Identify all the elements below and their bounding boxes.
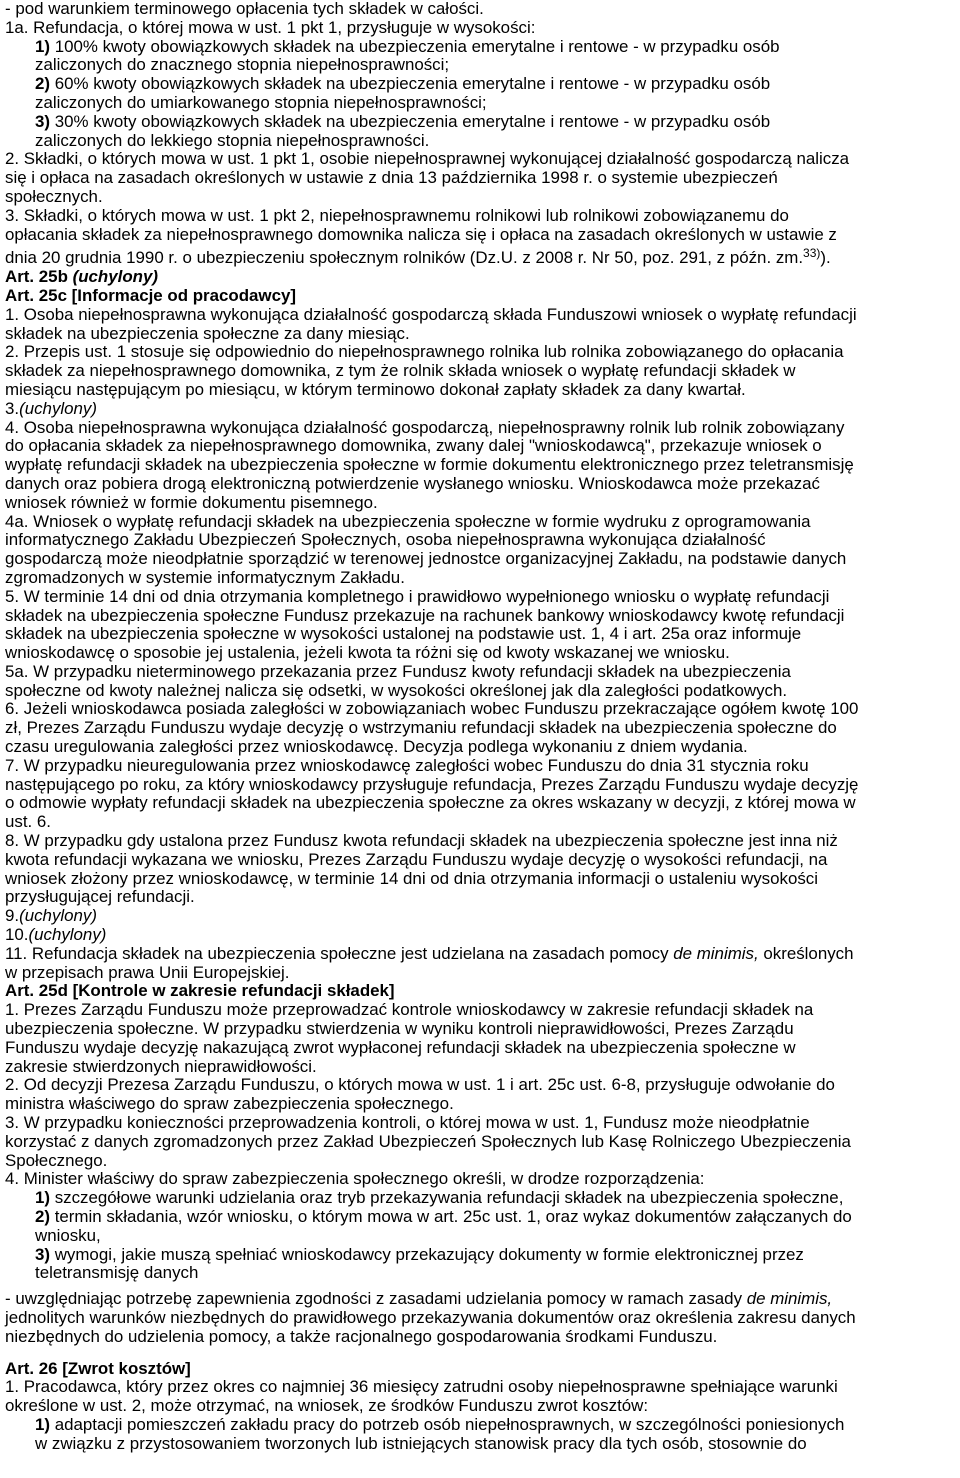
text-line [5, 1227, 957, 1246]
text-line [5, 132, 957, 151]
text-run: Art. 25b [5, 267, 73, 287]
text-line [5, 419, 957, 438]
text-run: wnioskodawcę o sposobie jej ustalenia, jeżeli kwota ta różni się od kwoty wskazanej we wniosku. [5, 643, 730, 663]
text-run: ). [820, 248, 831, 268]
text-run: Art. 25c [Informacje od pracodawcy] [5, 285, 296, 305]
text-line [5, 1264, 957, 1283]
text-line [5, 588, 957, 607]
text-run: 2. Od decyzji Prezesa Zarządu Funduszu, o których mowa w ust. 1 i art. 25c ust. 6-8, przysługuje odwołanie do [5, 1075, 835, 1095]
text-run: 2) [35, 1207, 51, 1226]
text-run: (uchylony) [19, 906, 98, 926]
text-run: adaptacji pomieszczeń zakładu pracy do potrzeb osób niepełnosprawnych, w szczególności poniesionych [50, 1414, 845, 1434]
text-line [5, 268, 957, 287]
text-run: niezbędnych do udzielenia pomocy, a także racjonalnego gospodarowania środkami Funduszu. [5, 1326, 718, 1346]
text-run: 1) [35, 1414, 51, 1434]
text-run: 3) [35, 111, 51, 131]
text-line [5, 964, 957, 983]
text-run: 3. W przypadku konieczności przeprowadzenia kontroli, o której mowa w ust. 1, Fundusz może nieodpłatnie [5, 1113, 810, 1133]
text-line [5, 94, 957, 113]
text-line [5, 813, 957, 832]
text-line [5, 719, 957, 738]
text-run: teletransmisję danych [35, 1263, 199, 1283]
text-line [5, 1076, 957, 1095]
text-line [5, 1360, 957, 1379]
text-run: określonych [758, 943, 854, 963]
text-line [5, 113, 957, 132]
text-run: w związku z przystosowaniem tworzonych lub istniejących stanowisk pracy dla tych osób, stosownie do [35, 1433, 807, 1453]
text-line [5, 226, 957, 245]
text-line [5, 1397, 957, 1416]
text-run: społecznych. [5, 186, 103, 206]
text-line [5, 757, 957, 776]
text-line [5, 945, 957, 964]
text-run: 1a. Refundacja, o której mowa w ust. 1 pkt 1, przysługuje w wysokości: [5, 17, 536, 37]
text-run: zaliczonych do lekkiego stopnia niepełnosprawności. [35, 130, 430, 150]
text-run: 8. W przypadku gdy ustalona przez Fundusz kwota refundacji składek na ubezpieczenia społeczne jest inna niż [5, 831, 838, 851]
text-line [5, 550, 957, 569]
text-run: 6. Jeżeli wnioskodawca posiada zaległości w zobowiązaniach wobec Funduszu przekraczające ogółem kwotę 100 [5, 699, 859, 719]
text-run: 100% kwoty obowiązkowych składek na ubezpieczenia emerytalne i rentowe - w przypadku osób [50, 36, 780, 56]
text-line [5, 362, 957, 381]
text-line [5, 244, 957, 268]
text-run: (uchylony) [19, 398, 98, 418]
text-run: Społecznego. [5, 1150, 108, 1170]
text-line [5, 832, 957, 851]
text-run: Art. 26 [Zwrot kosztów] [5, 1358, 191, 1378]
text-line [5, 1095, 957, 1114]
text-run: wymogi, jakie muszą spełniać wnioskodawcy przekazujący dokumenty w formie elektronicznej przez [50, 1244, 804, 1264]
text-run: miesiącu następującym po miesiącu, w którym terminowo dokonał zapłaty składek za dany kwartał. [5, 379, 746, 399]
text-line [5, 56, 957, 75]
text-run: 2) [35, 74, 51, 94]
text-run: korzystać z danych zgromadzonych przez Zakład Ubezpieczeń Społecznych lub Kasę Rolniczego Ubezpieczenia [5, 1131, 851, 1151]
text-line [5, 1378, 957, 1397]
footnote-ref: 33) [803, 246, 821, 261]
text-run: ministra właściwego do spraw zabezpieczenia społecznego. [5, 1094, 454, 1114]
text-run: się i opłaca na zasadach określonych w ustawie z dnia 13 października 1998 r. o systemie ubezpieczeń [5, 168, 778, 188]
text-line [5, 1001, 957, 1020]
text-line [5, 75, 957, 94]
text-run: wniosek złożony przez wnioskodawcę, w terminie 14 dni od dnia otrzymania informacji o ustaleniu wysokości [5, 868, 819, 888]
text-line [5, 325, 957, 344]
text-line [5, 982, 957, 1001]
text-run: dnia 20 grudnia 1990 r. o ubezpieczeniu społecznym rolników (Dz.U. z 2008 r. Nr 50, poz. 291, z późn. zm. [5, 248, 804, 268]
text-line [5, 776, 957, 795]
text-run: przysługującej refundacji. [5, 887, 195, 907]
text-line [5, 644, 957, 663]
text-run: 4. Osoba niepełnosprawna wykonująca działalność gospodarczą, niepełnosprawny rolnik lub rolnik zobowiązany [5, 417, 845, 437]
text-line [5, 888, 957, 907]
text-run: określone w ust. 2, może otrzymać, na wniosek, ze środków Funduszu zwrot kosztów: [5, 1396, 649, 1416]
text-line [5, 188, 957, 207]
text-run: składek na ubezpieczenia społeczne za dany miesiąc. [5, 323, 410, 343]
text-line [5, 1039, 957, 1058]
text-line [5, 1208, 957, 1227]
text-run: danych oraz pobiera drogą elektroniczną potwierdzenie wysłanego wniosku. Wnioskodawca może przekazać [5, 473, 820, 493]
text-line [5, 1152, 957, 1171]
text-run: szczegółowe warunki udzielania oraz tryb przekazywania refundacji składek na ubezpieczenia społeczne, [50, 1188, 844, 1208]
text-run: zaliczonych do umiarkowanego stopnia niepełnosprawności; [35, 92, 487, 112]
text-line [5, 1309, 957, 1328]
text-line [5, 1170, 957, 1189]
text-line [5, 150, 957, 169]
text-run: wniosek również w formie dokumentu pisemnego. [5, 492, 378, 512]
text-run: wniosku, [35, 1225, 101, 1245]
text-line [5, 907, 957, 926]
text-run: 3. [5, 398, 20, 418]
text-run: następującego po roku, za który wnioskodawcy przysługuje refundacja, Prezes Zarządu Funduszu wydaje decyzję [5, 774, 859, 794]
text-run: 1) [35, 36, 51, 56]
text-line [5, 1328, 957, 1347]
text-run: w przepisach prawa Unii Europejskiej. [5, 962, 290, 982]
text-run: zgromadzonych w systemie informatycznym Zakładu. [5, 567, 405, 587]
text-run: 3) [35, 1244, 51, 1264]
text-line [5, 531, 957, 550]
text-line [5, 1133, 957, 1152]
text-run: termin składania, wzór wniosku, o którym mowa w art. 25c ust. 1, oraz wykaz dokumentów załączanych do [50, 1207, 852, 1226]
text-run: 4. Minister właściwy do spraw zabezpieczenia społecznego określi, w drodze rozporządzenia: [5, 1169, 705, 1189]
text-run: 1) [35, 1188, 51, 1208]
text-run: społeczne od kwoty należnej nalicza się odsetki, w wysokości określonej jak dla zaległości podatkowych. [5, 680, 788, 700]
text-run: zaliczonych do znacznego stopnia niepełnosprawności; [35, 55, 450, 75]
text-run: 60% kwoty obowiązkowych składek na ubezpieczenia emerytalne i rentowe - w przypadku osób [50, 74, 771, 94]
text-run: 1. Pracodawca, który przez okres co najmniej 36 miesięcy zatrudni osoby niepełnosprawne spełniające warunki [5, 1377, 838, 1397]
text-run: - uwzględniając potrzebę zapewnienia zgodności z zasadami udzielania pomocy w ramach zasady [5, 1289, 747, 1309]
text-run: składek na ubezpieczenia społeczne w wysokości ustalonej na podstawie ust. 1, 4 i art. 25a oraz informuje [5, 624, 802, 644]
text-run: wypłatę refundacji składek na ubezpieczenia społeczne w formie dokumentu elektronicznego przez teletransmisję [5, 455, 854, 475]
text-line [5, 663, 957, 682]
text-line [5, 794, 957, 813]
text-line [5, 38, 957, 57]
text-line [5, 475, 957, 494]
text-line [5, 851, 957, 870]
text-run: ust. 6. [5, 812, 52, 832]
text-line [5, 19, 957, 38]
text-run: de minimis, [673, 943, 759, 963]
text-line [5, 207, 957, 226]
text-line [5, 1114, 957, 1133]
text-run: 30% kwoty obowiązkowych składek na ubezpieczenia emerytalne i rentowe - w przypadku osób [50, 111, 771, 131]
text-run: Art. 25d [Kontrole w zakresie refundacji składek] [5, 981, 395, 1001]
text-line [5, 700, 957, 719]
text-run: 9. [5, 906, 20, 926]
text-run: czasu uregulowania zaległości przez wnioskodawcę. Decyzja podlega wykonaniu z dniem wydania. [5, 737, 748, 757]
text-line [5, 513, 957, 532]
text-line [5, 0, 957, 19]
text-line [5, 343, 957, 362]
text-run: do opłacania składek za niepełnosprawnego domownika, zwany dalej "wnioskodawcą", przekazuje wniosek o [5, 436, 822, 456]
text-line [5, 1435, 957, 1454]
text-run: kwota refundacji wykazana we wniosku, Prezes Zarządu Funduszu wydaje decyzję o wysokości refundacji, na [5, 849, 828, 869]
text-run: de minimis, [746, 1289, 833, 1309]
text-line [5, 1290, 957, 1309]
text-run: ubezpieczenia społeczne. W przypadku stwierdzenia w wyniku kontroli nieprawidłowości, Prezes Zarządu [5, 1019, 794, 1039]
text-line [5, 1020, 957, 1039]
text-run: 5. W terminie 14 dni od dnia otrzymania kompletnego i prawidłowo wypełnionego wniosku o wypłatę refundacji [5, 586, 830, 606]
text-line [5, 569, 957, 588]
text-run: informatycznego Zakładu Ubezpieczeń Społecznych, osoba niepełnosprawna wykonująca działalność [5, 530, 766, 550]
text-line [5, 494, 957, 513]
text-line [5, 306, 957, 325]
text-run: (uchylony) [28, 925, 107, 945]
text-run: (uchylony) [72, 267, 158, 287]
text-run: 10. [5, 925, 29, 945]
text-line [5, 400, 957, 419]
text-run: 2. Przepis ust. 1 stosuje się odpowiednio do niepełnosprawnego rolnika lub rolnika zobowiązanego do opłacania [5, 342, 844, 362]
text-run: 7. W przypadku nieuregulowania przez wnioskodawcę zaległości wobec Funduszu do dnia 31 stycznia roku [5, 755, 809, 775]
text-run: 1. Osoba niepełnosprawna wykonująca działalność gospodarczą składa Funduszowi wniosek o wypłatę refundacji [5, 304, 857, 324]
text-line [5, 1246, 957, 1265]
text-run: - pod warunkiem terminowego opłacenia tych składek w całości. [5, 0, 484, 18]
text-run: składek za niepełnosprawnego domownika, z tym że rolnik składa wniosek o wypłatę refundacji składek w [5, 361, 796, 381]
text-line [5, 1416, 957, 1435]
text-run: o odmowie wypłaty refundacji składek na ubezpieczenia społeczne za okres wskazany w decyzji, z której mowa w [5, 793, 856, 813]
text-run: jednolitych warunków niezbędnych do prawidłowego przekazywania dokumentów oraz określenia zakresu danych [5, 1307, 856, 1327]
text-line [5, 381, 957, 400]
text-line [5, 1058, 957, 1077]
text-line [5, 625, 957, 644]
text-run: zakresie stwierdzonych nieprawidłowości. [5, 1056, 317, 1076]
text-line [5, 738, 957, 757]
text-line [5, 607, 957, 626]
text-line [5, 682, 957, 701]
text-run: zł, Prezes Zarządu Funduszu wydaje decyzję o wstrzymaniu refundacji składek na ubezpieczenia społeczne do [5, 718, 837, 738]
text-line [5, 169, 957, 188]
text-run: 2. Składki, o których mowa w ust. 1 pkt 1, osobie niepełnosprawnej wykonującej działalność gospodarczą nalicza [5, 149, 850, 169]
text-line [5, 926, 957, 945]
text-run: gospodarczą może nieodpłatnie sporządzić w terenowej jednostce organizacyjnej Zakładu, na podstawie danych [5, 549, 847, 569]
text-run: Funduszu wydaje decyzję nakazującą zwrot wypłaconej refundacji składek na ubezpieczenia społeczne w [5, 1037, 796, 1057]
text-run: 11. Refundacja składek na ubezpieczenia społeczne jest udzielana na zasadach pomocy [5, 943, 674, 963]
text-run: 3. Składki, o których mowa w ust. 1 pkt 2, niepełnosprawnemu rolnikowi lub rolnikowi zobowiązanemu do [5, 205, 789, 225]
text-line [5, 456, 957, 475]
text-line [5, 870, 957, 889]
text-line [5, 1189, 957, 1208]
text-run: 4a. Wniosek o wypłatę refundacji składek na ubezpieczenia społeczne w formie wydruku z oprogramowania [5, 511, 811, 531]
text-line [5, 287, 957, 306]
text-run: 1. Prezes Zarządu Funduszu może przeprowadzać kontrole wnioskodawcy w zakresie refundacji składek na [5, 1000, 814, 1020]
text-run: składek na ubezpieczenia społeczne Fundusz przekazuje na rachunek bankowy wnioskodawcy kwotę refundacji [5, 605, 845, 625]
text-run: opłacania składek za niepełnosprawnego domownika nalicza się i opłaca na zasadach określonych w ustawie z [5, 224, 837, 244]
text-run: 5a. W przypadku nieterminowego przekazania przez Fundusz kwoty refundacji składek na ubezpieczenia [5, 661, 791, 681]
text-line [5, 437, 957, 456]
